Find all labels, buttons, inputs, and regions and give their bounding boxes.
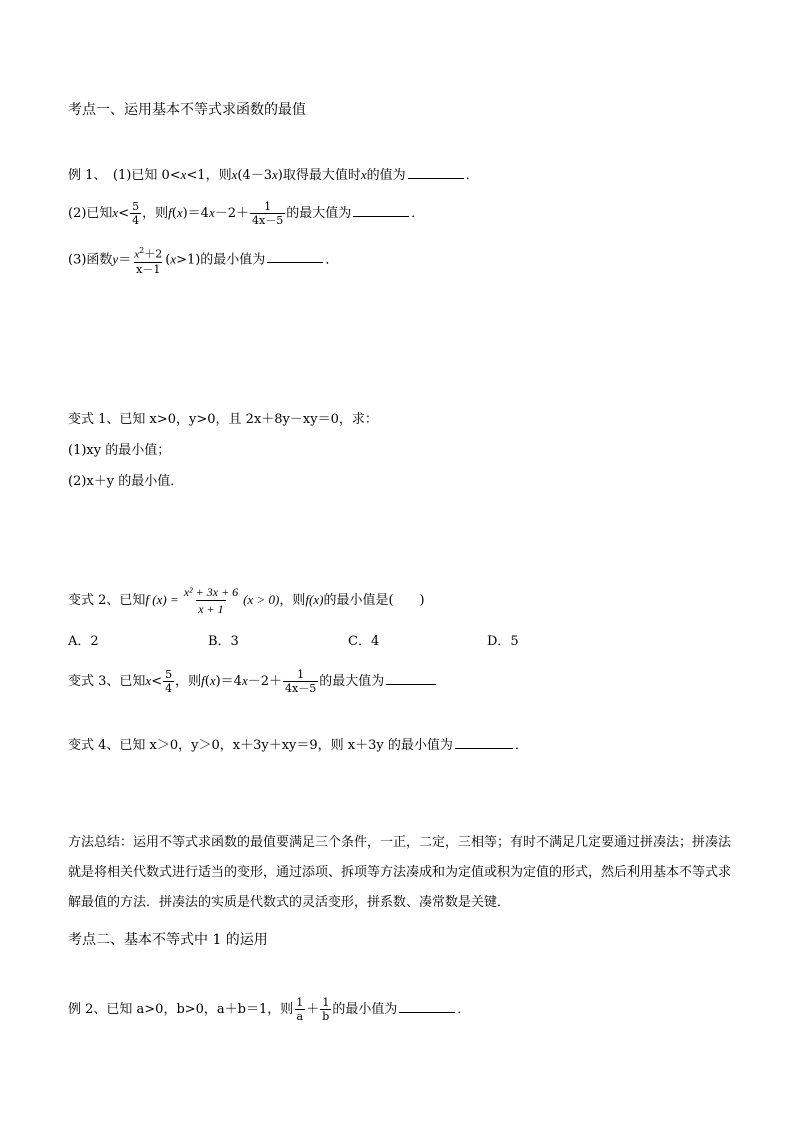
example-1-part-2: (2)已知x< $\frac{5}{4}$ ，则f(x)＝4x－2＋ $\frac{1}{4x-5}$ 的最大值为 ． [68,200,425,227]
variant-4-question: 变式 4、已知 x＞0，y＞0，x＋3y＋xy＝9，则 x＋3y 的最小值为 ． [68,738,528,753]
option-b: B．3 [208,634,239,649]
answer-blank [455,736,513,749]
fraction: $\frac{1}{a}$ [296,996,304,1023]
method-summary: 方法总结：运用不等式求函数的最值要满足三个条件，一正，二定，三相等；有时不满足几定要通过拼凑法；拼凑法就是将相关代数式进行适当的变形，通过添项、拆项等方法凑成和为定值或积为定值的形式，然后利用基本不等式求解最值的方法．拼凑法的实质是代数式的灵活变形，拼系数、凑常数是关键． [68,835,732,910]
section-title-1: 考点一、运用基本不等式求函数的最值 [68,102,306,118]
fraction: $\frac{5}{4}$ [165,668,173,695]
fraction: $\frac{\text{x² + 3x + 6}}{x + 1}$ [183,585,239,616]
option-d: D．5 [487,634,519,649]
fraction: $\frac{1}{4x-5}$ [285,668,317,695]
variant-1-part-1: (1)xy 的最小值； [68,443,171,458]
variant-2-question: 变式 2、已知f (x) = $\frac{\text{x² + 3x + 6}}{x + 1}$ (x > 0)，则f(x)的最小值是( ) [68,585,425,616]
option-a: A．2 [68,634,99,649]
fraction: $\frac{1}{b}$ [322,996,330,1023]
fraction: $\frac{x^2+2}{x-1}$ [134,246,163,276]
answer-blank [353,204,409,217]
answer-blank [408,166,464,179]
fraction: $\frac{5}{4}$ [132,200,140,227]
section-title-2: 考点二、基本不等式中 1 的运用 [68,932,268,948]
option-c: C．4 [348,634,380,649]
variant-3-question: 变式 3、已知x< $\frac{5}{4}$ ，则f(x)＝4x－2＋ $\frac{1}{4x-5}$ 的最大值为 [68,668,438,695]
example-1-part-1: 例 1、 (1)已知 0<x<1，则x(4－3x)取得最大值时x的值为 ． [68,167,479,183]
answer-blank [267,250,323,263]
fraction: $\frac{1}{4x-5}$ [252,200,284,227]
variant-1-question: 变式 1、已知 x>0，y>0，且 2x＋8y－xy＝0，求： [68,412,378,427]
variant-1-part-2: (2)x＋y 的最小值． [68,474,184,489]
answer-blank [399,1000,455,1013]
example-1-part-3: (3)函数y＝ $\frac{x^2+2}{x-1}$ (x>1)的最小值为 ． [68,246,339,276]
example-2-question: 例 2、已知 a>0，b>0，a＋b＝1，则 $\frac{1}{a}$ ＋ $\frac{1}{b}$ 的最小值为 ． [68,996,471,1023]
answer-blank [386,672,436,685]
